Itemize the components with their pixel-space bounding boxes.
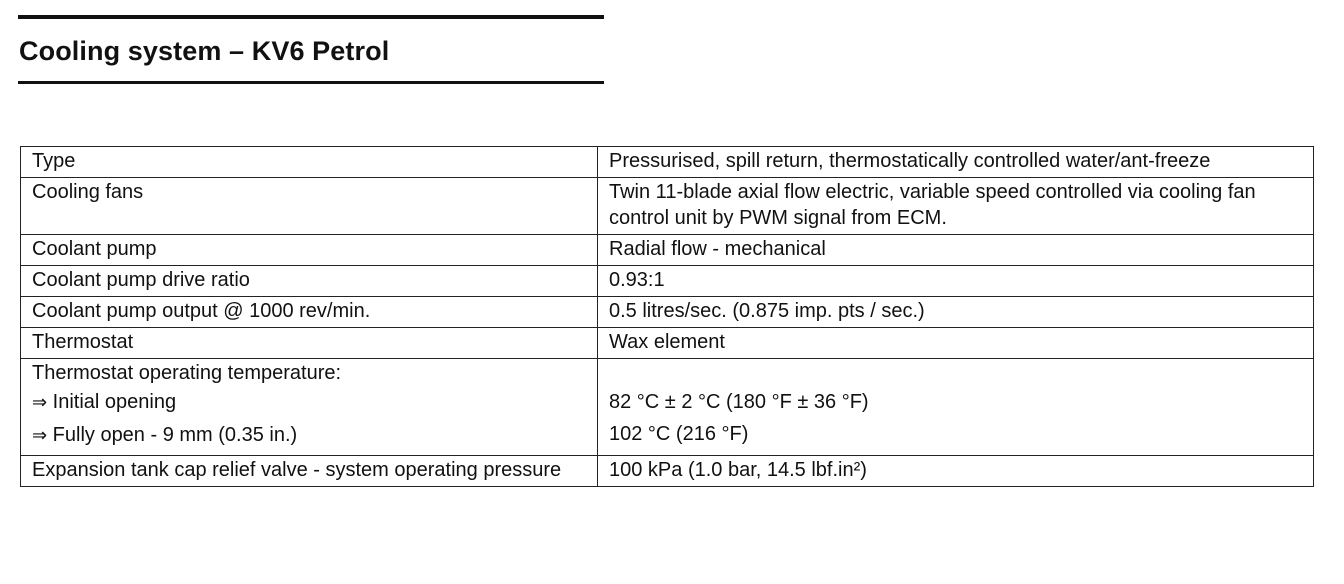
section-heading (18, 15, 604, 84)
table-row (21, 235, 1314, 266)
spec-label: Coolant pump (21, 235, 598, 266)
table-row (21, 147, 1314, 178)
table-row (21, 266, 1314, 297)
spec-label: Thermostat operating temperature: (32, 362, 342, 384)
sub-item-value: 102 °C (216 °F) (609, 423, 749, 445)
table-row (21, 297, 1314, 328)
spec-label: Thermostat (21, 328, 598, 359)
sub-item-line (32, 419, 597, 452)
sub-item-label: Fully open - 9 mm (0.35 in.) (52, 424, 298, 446)
sub-item-label: Initial opening (52, 391, 177, 413)
right-double-arrow-icon: ⇒ (32, 392, 48, 413)
table-row (21, 359, 1314, 456)
sub-item-line (32, 386, 597, 419)
sub-item-value: 82 °C ± 2 °C (180 °F ± 36 °F) (609, 391, 869, 413)
spec-value: Wax element (598, 328, 1314, 359)
spec-label: Coolant pump drive ratio (21, 266, 598, 297)
spec-value: Pressurised, spill return, thermostatically controlled water/ant-freeze (598, 147, 1314, 178)
table-row (21, 328, 1314, 359)
spec-value: 0.5 litres/sec. (0.875 imp. pts / sec.) (598, 297, 1314, 328)
specification-table (20, 146, 1314, 487)
spec-value: 0.93:1 (598, 266, 1314, 297)
spec-value: Radial flow - mechanical (598, 235, 1314, 266)
page-title: Cooling system – KV6 Petrol (19, 36, 390, 66)
spec-label: Expansion tank cap relief valve - system operating pressure (21, 456, 598, 487)
spec-value: 100 kPa (1.0 bar, 14.5 lbf.in²) (598, 456, 1314, 487)
table-row (21, 178, 1314, 235)
heading-bottom-rule (18, 81, 604, 84)
spec-label: Coolant pump output @ 1000 rev/min. (21, 297, 598, 328)
table-row (21, 456, 1314, 487)
spec-label: Type (21, 147, 598, 178)
empty-value-line (609, 360, 1313, 386)
spec-label-group (21, 359, 598, 456)
spec-value: Twin 11-blade axial flow electric, variable speed controlled via cooling fan control unit by PWM signal from ECM. (598, 178, 1314, 235)
spec-value-group (598, 359, 1314, 456)
right-double-arrow-icon: ⇒ (32, 425, 48, 446)
spec-label: Cooling fans (21, 178, 598, 235)
